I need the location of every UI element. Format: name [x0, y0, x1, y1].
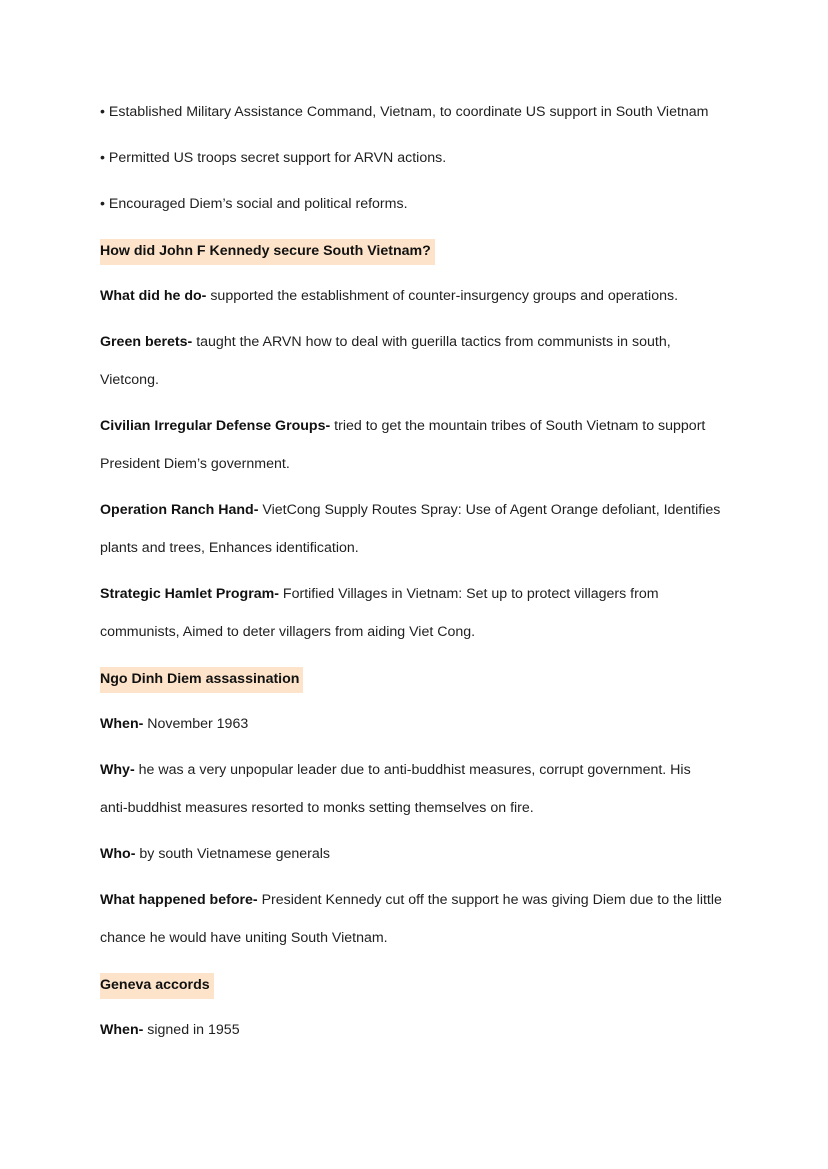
term-text: he was a very unpopular leader due to anti-buddhist measures, corrupt government. His [134, 762, 691, 778]
highlighted-heading: Ngo Dinh Diem assassination [100, 667, 303, 693]
term-text: by south Vietnamese generals [135, 846, 330, 862]
term-label: When- [100, 1022, 144, 1038]
paragraph-diem-before [100, 889, 760, 911]
paragraph-diem-when [100, 713, 760, 735]
term-label: Civilian Irregular Defense Groups- [100, 418, 331, 434]
paragraph-strategic-hamlet [100, 583, 760, 605]
paragraph-what-did-he-do [100, 285, 760, 307]
bullet-item: • Established Military Assistance Command, Vietnam, to coordinate US support in South Vietnam [100, 104, 709, 120]
paragraph-geneva-when [100, 1019, 760, 1041]
term-text: VietCong Supply Routes Spray: Use of Agent Orange defoliant, Identifies [258, 502, 721, 518]
term-label: What did he do- [100, 288, 207, 304]
document-page [100, 101, 760, 1041]
term-label: Who- [100, 846, 136, 862]
paragraph-diem-who [100, 843, 760, 865]
paragraph-continuation: chance he would have uniting South Vietnam. [100, 930, 388, 946]
paragraph-continuation: President Diem’s government. [100, 456, 290, 472]
paragraph-continuation: Vietcong. [100, 372, 159, 388]
paragraph-cidg [100, 415, 760, 437]
highlighted-heading: Geneva accords [100, 973, 214, 999]
term-label: What happened before- [100, 892, 258, 908]
term-label: Strategic Hamlet Program- [100, 586, 279, 602]
paragraph-continuation: communists, Aimed to deter villagers from aiding Viet Cong. [100, 624, 476, 640]
term-text: supported the establishment of counter-insurgency groups and operations. [206, 288, 679, 304]
term-label: Green berets- [100, 334, 193, 350]
highlighted-heading: How did John F Kennedy secure South Vietnam? [100, 239, 435, 265]
term-text: tried to get the mountain tribes of South Vietnam to support [330, 418, 706, 434]
paragraph-diem-why [100, 759, 760, 781]
section-heading-jfk [100, 239, 760, 261]
paragraph-green-berets [100, 331, 760, 353]
paragraph-continuation: plants and trees, Enhances identification. [100, 540, 359, 556]
term-label: When- [100, 716, 144, 732]
term-text: November 1963 [143, 716, 249, 732]
term-text: President Kennedy cut off the support he was giving Diem due to the little [257, 892, 722, 908]
section-heading-diem [100, 667, 760, 689]
term-label: Operation Ranch Hand- [100, 502, 259, 518]
bullet-item: • Encouraged Diem’s social and political reforms. [100, 196, 408, 212]
term-text: Fortified Villages in Vietnam: Set up to protect villagers from [278, 586, 659, 602]
bullet-item: • Permitted US troops secret support for ARVN actions. [100, 150, 447, 166]
paragraph-continuation: anti-buddhist measures resorted to monks setting themselves on fire. [100, 800, 534, 816]
term-label: Why- [100, 762, 135, 778]
term-text: signed in 1955 [143, 1022, 240, 1038]
paragraph-ranch-hand [100, 499, 760, 521]
term-text: taught the ARVN how to deal with guerilla tactics from communists in south, [192, 334, 671, 350]
section-heading-geneva [100, 973, 760, 995]
